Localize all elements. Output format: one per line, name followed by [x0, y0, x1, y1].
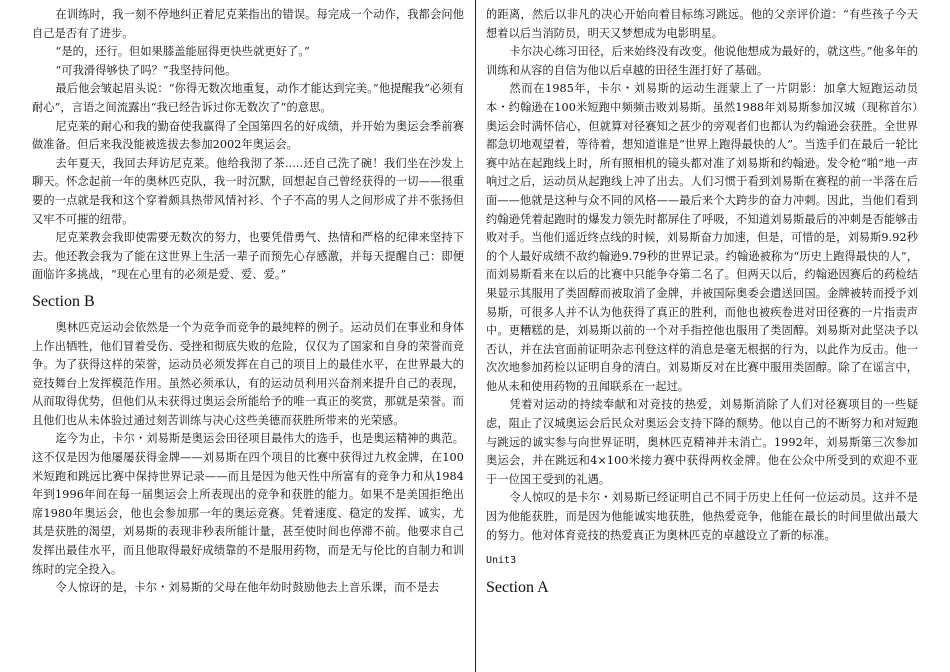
left-column — [32, 6, 464, 598]
section-a-heading: Section A — [486, 579, 549, 597]
unit-label: Unit3 — [486, 555, 517, 567]
paragraph: 去年夏天，我回去拜访尼克莱。他给我沏了茶.....还自己洗了碗！我们坐在沙发上聊天。怀念起前一年的奥林匹克队，我一时沉默，回想起自己曾经获得的一切——很重要的一点就是我和这个穿着颇具热带风情衬衫、个子不高的男人之间形成了并不张扬但又牢不可摧的纽带。 — [32, 156, 464, 226]
paragraph: 卡尔决心练习田径，后来始终没有改变。他说他想成为最好的，就这些。”他多年的训练和从容的自信为他以后卓越的田径生涯打好了基础。 — [486, 45, 918, 77]
paragraph: 的距离，然后以非凡的决心开始向着目标练习跳远。他的父亲评价道：“有些孩子今天想着以后当消防员，明天又梦想成为电影明星。 — [486, 8, 918, 40]
paragraph: 最后他会皱起眉头说：“你得无数次地重复，动作才能达到完美。”他提醒我“必须有耐心”，言语之间流露出“我已经告诉过你无数次了”的意思。 — [32, 82, 464, 114]
paragraph: “可我滑得够快了吗？”我坚持问他。 — [55, 63, 237, 77]
right-column — [486, 6, 918, 605]
section-b-heading: Section B — [32, 292, 95, 310]
paragraph: 令人惊讶的是，卡尔・刘易斯的父母在他年幼时鼓励他去上音乐课，而不是去 — [55, 581, 440, 595]
paragraph: 尼克莱的耐心和我的勤奋使我赢得了全国第四名的好成绩，并开始为奥运会季前赛做准备。但后来我没能被选拔去参加2002年奥运会。 — [32, 119, 464, 152]
paragraph: 然而在1985年，卡尔・刘易斯的运动生涯蒙上了一片阴影：加拿大短跑运动员本・约翰逊在100米短跑中频频击败刘易斯。虽然1988年刘易斯参加汉城（现称首尔）奥运会时满怀信心，但就算对径赛知之甚少的旁观者们也都认为约翰逊会获胜。全世界都急切地观望着，等待着，想知道谁是“世界上跑得最快的人”。当选手们在最后一轮比赛中站在起跑线上时，所有照相机的镜头都对准了刘易斯和约翰逊。发令枪“啪”地一声响过之后，运动员从起跑线上冲了出去。人们习惯于看到刘易斯在赛程的前一半落在后面——他就是这种与众不同的风格——最后来个大跨步的奋力冲刺。因此，当他们看到约翰逊凭着起跑时的爆发力领先时都屏住了呼吸，不知道刘易斯最后的冲刺是否能够击败对手。当他们遥近终点线的时候，刘易斯奋力加速，但是，可惜的是，刘易斯9.92秒的个人最好成绩不敌约翰逊9.79秒的世界记录。约翰逊被称为“历史上跑得最快的人”，而刘易斯看来在以后的比赛中只能争夺第二名了。但两天以后，约翰逊因赛后的药检结果显示其服用了类固醇而被取消了金牌，并被国际奥委会遣送回国。金牌被转而授予刘易斯，可很多人并不认为他获得了真正的胜利，而他也被疾卷进对田径赛的一片指责声中。更糟糕的是，刘易斯以前的一个对手指控他也服用了类固醇。刘易斯对此坚决予以否认，并在法官面前证明杂志刊登这样的消息是毫无根据的行为，以此作为反击。他一次次地参加药检以证明自身的清白。刘易斯反对在比赛中服用类固醇。除了在谣言中，他从未和使用药物的丑闻联系在一起过。 — [486, 82, 919, 393]
paragraph: 奥林匹克运动会依然是一个为竞争而竞争的最纯粹的例子。运动员们在事业和身体上作出牺牲，他们冒着受伤、受挫和彻底失败的危险，仅仅为了国家和自身的荣誉而竞争。为了获得这样的荣誉，运动员必须发挥在自己的项目上的最佳水平，在世界最大的竞技舞台上发挥模范作用。虽然必须承认，有的运动员利用兴奋剂来提升自己的表现，从而取得优势，但他们从未获得过奥运会所能给予的唯一真正的奖赏，那就是荣誉。而且他们也从未体验过通过刻苦训练与决心这些美德而获胜所带来的光荣感。 — [32, 320, 464, 427]
paragraph: 在训练时，我一刻不停地纠正着尼克莱指出的错误。每完成一个动作，我都会问他自己是否有了进步。 — [32, 8, 464, 40]
paragraph: 令人惊叹的是卡尔・刘易斯已经证明自己不同于历史上任何一位运动员。这并不是因为他能获胜，而是因为他能诚实地获胜，他热爱竞争，他能在最长的时间里做出最大的努力。他对体育竞技的热爱真正为奥林匹克的卓越设立了新的标准。 — [486, 491, 918, 542]
paragraph: 凭着对运动的持续奉献和对竞技的热爱，刘易斯消除了人们对径赛项目的一些疑虑，阻止了汉城奥运会后民众对奥运会支持下降的颓势。他以自己的不断努力和对短跑与跳远的诚实参与向世界证明，奥林匹克精神并未消亡。1992年，刘易斯第三次参加奥运会，并在跳远和4×100米接力赛中获得两枚金牌。他在公众中所受到的欢迎不亚于一位国王受到的礼遇。 — [486, 398, 918, 486]
column-divider — [475, 0, 476, 672]
paragraph: “是的，还行。但如果膝盖能屈得更快些就更好了。” — [55, 45, 310, 59]
paragraph: 迄今为止，卡尔・刘易斯是奥运会田径项目最伟大的选手，也是奥运精神的典范。这不仅是因为他屡屡获得金牌——刘易斯在四个项目的比赛中获得过九枚金牌，在100米短跑和跳远比赛中保持世界记录——而且是因为他天性中所富有的竞争力和从1984年到1996年间在每一届奥运会上所表现出的竞争和获胜的能力。如果不是美国拒绝出席1980年奥运会，他也会参加那一年的奥运竞赛。凭着速度、稳定的发挥、诚实，尤其是获胜的渴望，刘易斯的表现非秒表所能计量，甚至使时间也停滞不前。他要求自己发挥出最佳水平，而且他取得最好成绩靠的不是服用药物，而是无与伦比的自制力和训练时的完全投入。 — [32, 432, 464, 576]
paragraph: 尼克莱教会我即使需要无数次的努力，也要凭借勇气、热情和严格的纪律来坚持下去。他还教会我为了能在这世界上生活一辈子而预先心存感激，并每天提醒自己：即便面临许多挑战，“现在心里有的必须是爱、爱、爱。” — [32, 231, 464, 282]
